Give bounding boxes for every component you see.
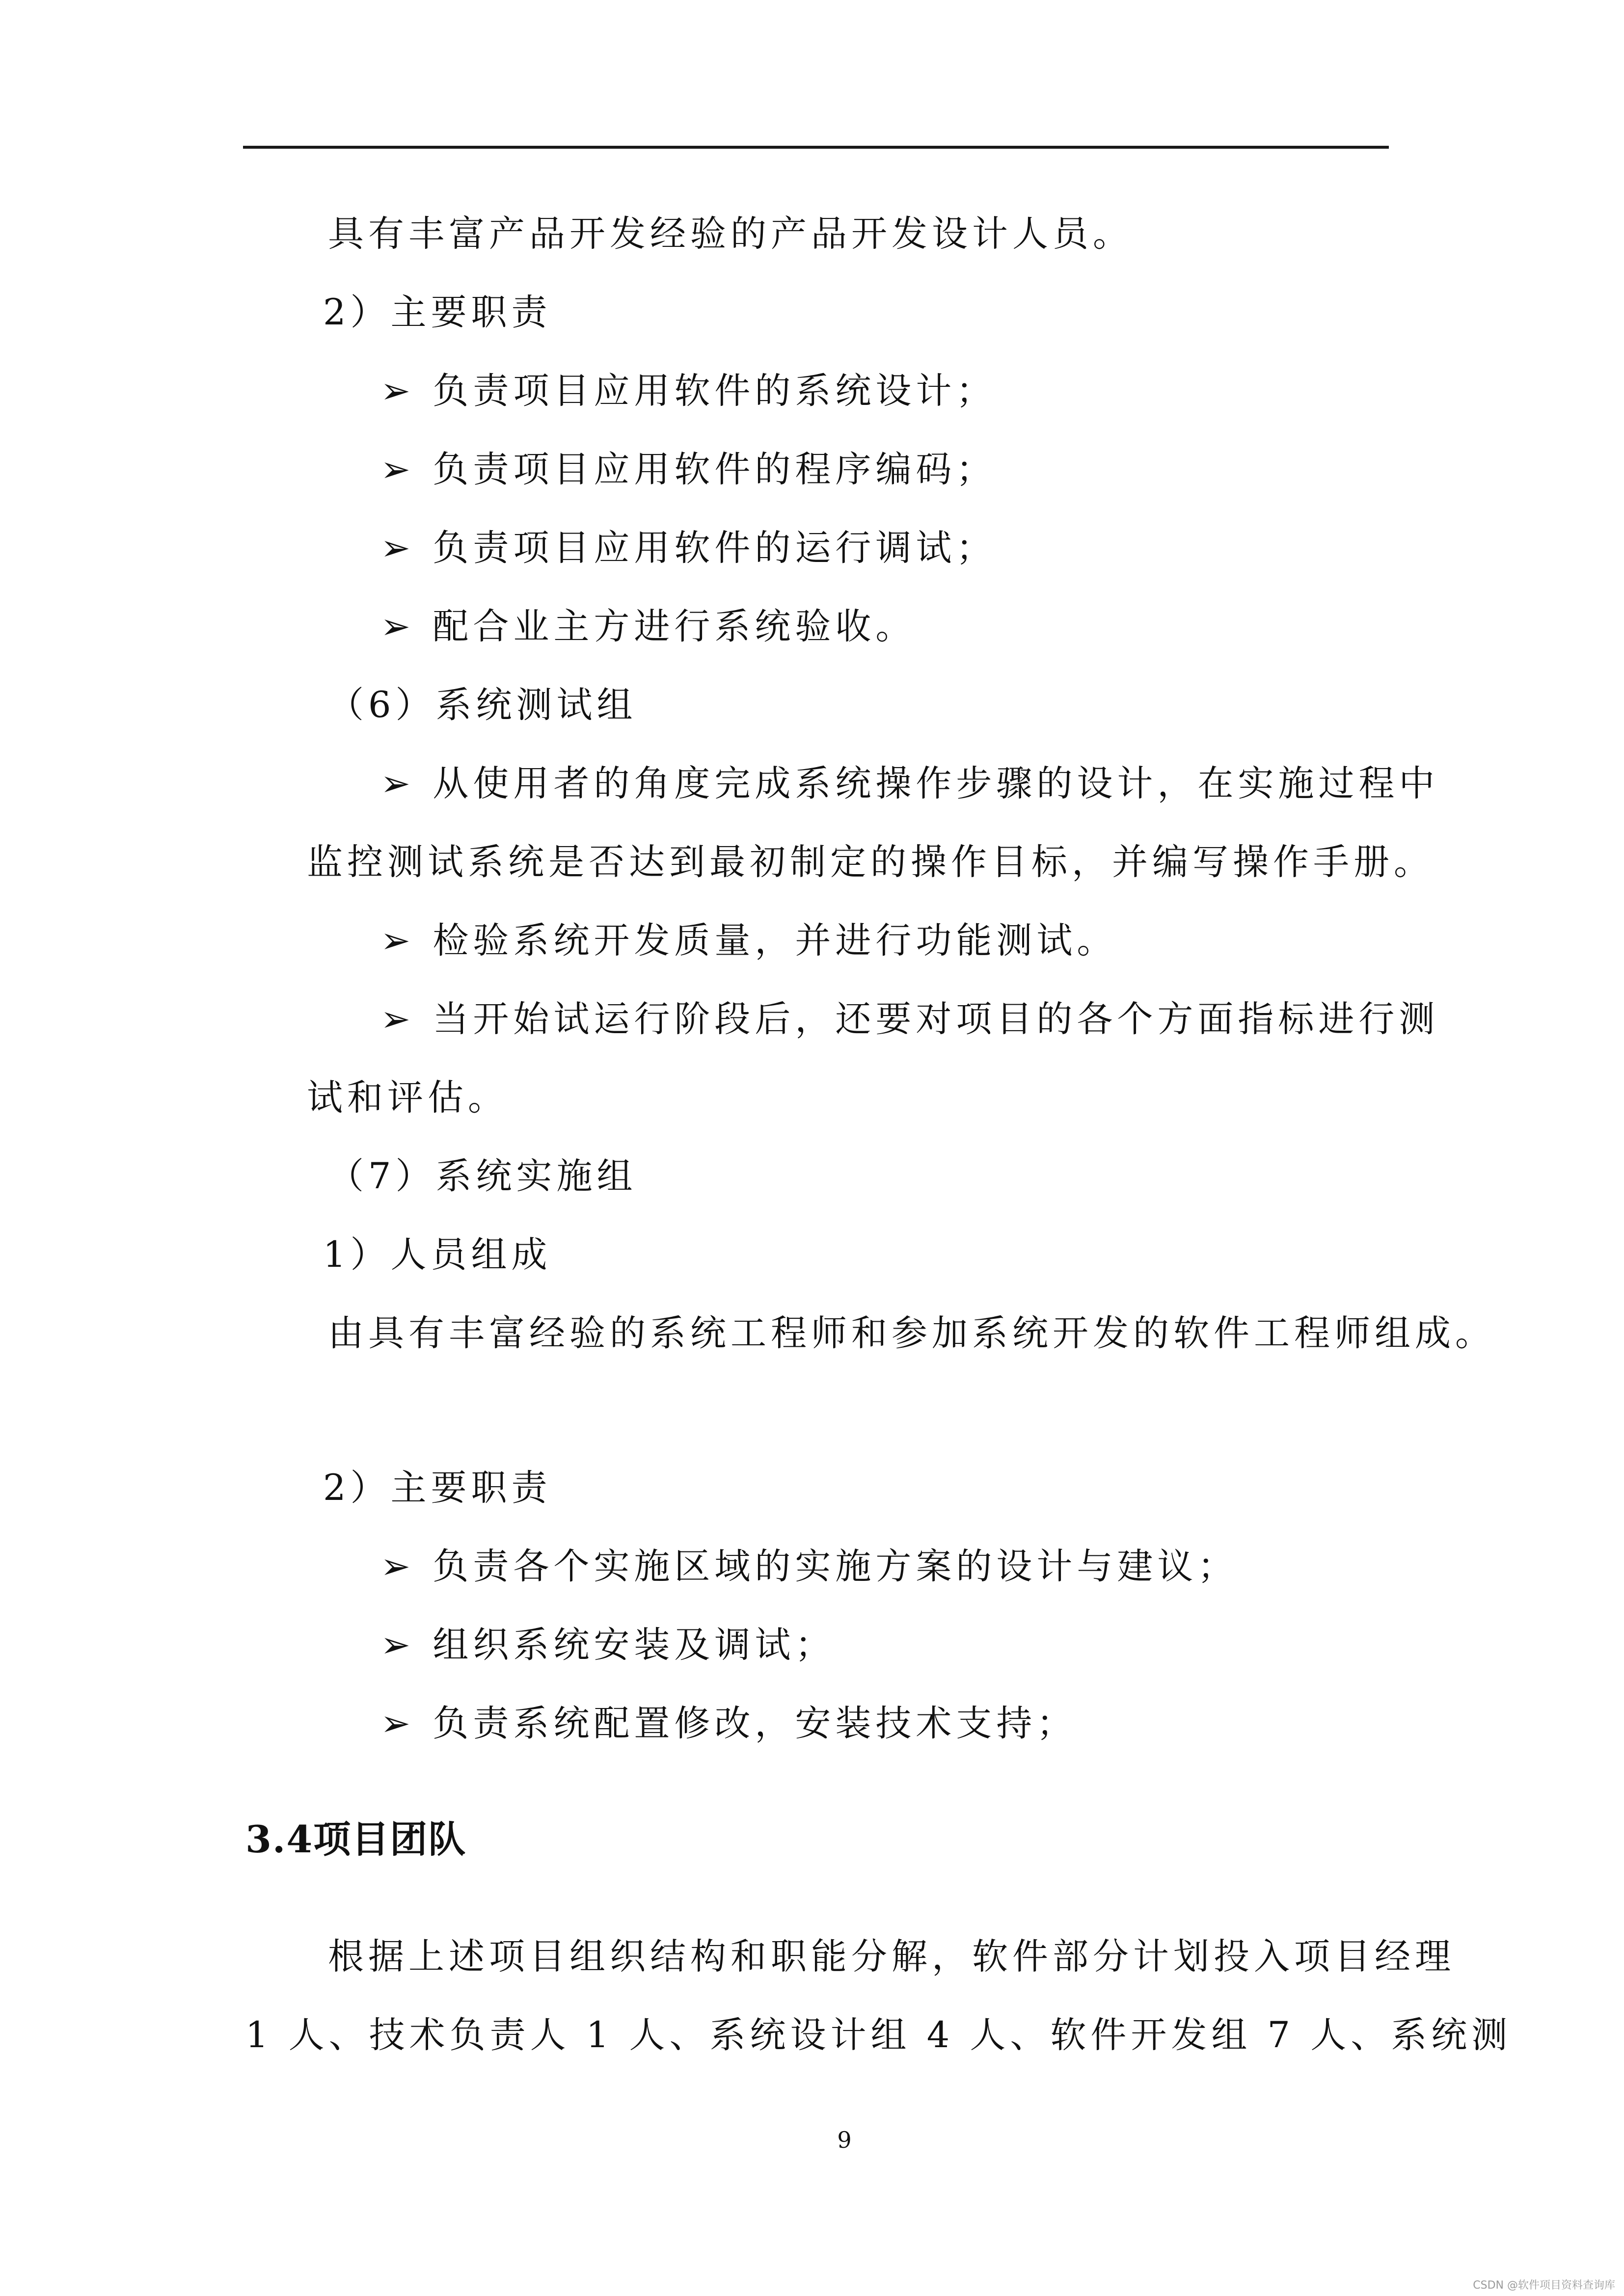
list-item: ➢ 负责项目应用软件的系统设计；	[380, 369, 996, 413]
list-item: ➢ 检验系统开发质量，并进行功能测试。	[380, 919, 1117, 963]
header-rule	[243, 146, 1389, 149]
subheading-staffing: 1）人员组成	[323, 1234, 552, 1276]
watermark: CSDN @软件项目资料查询库	[1473, 2279, 1615, 2292]
page-number: 9	[837, 2127, 852, 2153]
list-item: ➢ 负责项目应用软件的程序编码；	[380, 448, 996, 492]
arrow-bullet-icon: ➢	[380, 1624, 415, 1666]
list-item: ➢ 负责系统配置修改，安装技术支持；	[380, 1702, 1077, 1746]
list-item: ➢ 当开始试运行阶段后，还要对项目的各个方面指标进行测	[380, 997, 1439, 1041]
text-line: 由具有丰富经验的系统工程师和参加系统开发的软件工程师组成。	[328, 1312, 1495, 1354]
text-line: 具有丰富产品开发经验的产品开发设计人员。	[328, 213, 1133, 255]
section-heading: 3.4项目团队	[245, 1817, 467, 1861]
list-item: ➢ 负责各个实施区域的实施方案的设计与建议；	[380, 1545, 1238, 1589]
list-item: ➢ 组织系统安装及调试；	[380, 1623, 835, 1667]
list-item: ➢ 配合业主方进行系统验收。	[380, 605, 916, 649]
text-line: 试和评估。	[307, 1077, 508, 1119]
arrow-bullet-icon: ➢	[380, 1703, 415, 1744]
subheading-test-group: （6）系统测试组	[328, 684, 637, 726]
arrow-bullet-icon: ➢	[380, 370, 415, 412]
text-line: 监控测试系统是否达到最初制定的操作目标，并编写操作手册。	[307, 841, 1434, 883]
arrow-bullet-icon: ➢	[380, 998, 415, 1040]
arrow-bullet-icon: ➢	[380, 449, 415, 490]
list-item: ➢ 从使用者的角度完成系统操作步骤的设计，在实施过程中	[380, 762, 1439, 806]
arrow-bullet-icon: ➢	[380, 1546, 415, 1587]
arrow-bullet-icon: ➢	[380, 527, 415, 569]
subheading-duties: 2）主要职责	[323, 1467, 552, 1509]
arrow-bullet-icon: ➢	[380, 606, 415, 647]
body-text-line: 根据上述项目组织结构和职能分解，软件部分计划投入项目经理	[328, 1936, 1455, 1977]
arrow-bullet-icon: ➢	[380, 920, 415, 961]
list-item: ➢ 负责项目应用软件的运行调试；	[380, 526, 996, 570]
subheading-implementation-group: （7）系统实施组	[328, 1155, 637, 1197]
arrow-bullet-icon: ➢	[380, 763, 415, 804]
body-text-line: 1 人、技术负责人 1 人、系统设计组 4 人、软件开发组 7 人、系统测	[245, 2014, 1512, 2056]
subheading-duties: 2）主要职责	[323, 292, 552, 333]
